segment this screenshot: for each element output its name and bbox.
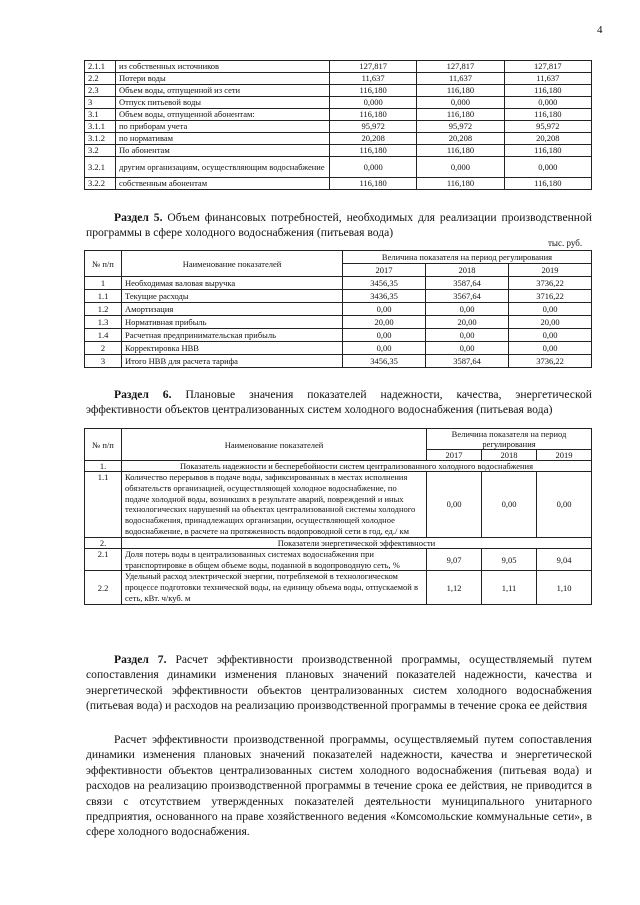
section6-label: Раздел 6. bbox=[114, 388, 172, 401]
section6-heading bbox=[86, 388, 592, 417]
section7-heading bbox=[86, 652, 592, 714]
financial-needs-table bbox=[84, 250, 592, 368]
table-row: 1 Необходимая валовая выручка 3456,35 3587,64 3736,22 bbox=[85, 277, 592, 290]
table-row: 2.3 Объем воды, отпущенной из сети 116,180 116,180 116,180 bbox=[85, 85, 592, 97]
water-balance-table bbox=[84, 60, 592, 190]
section5-heading bbox=[86, 211, 592, 240]
year-header: 2019 bbox=[509, 264, 592, 277]
table-row: 1.2 Амортизация 0,00 0,00 0,00 bbox=[85, 303, 592, 316]
table-row: 2 Корректировка НВВ 0,00 0,00 0,00 bbox=[85, 342, 592, 355]
table-row: 2.1 Доля потерь воды в централизованных системах водоснабжения при транспортировке в общем объеме воды, поданной в водопроводную сеть, % 9,07 9,05 9,04 bbox=[85, 548, 592, 571]
reliability-indicators-table bbox=[84, 428, 592, 605]
col-num-header: № п/п bbox=[85, 251, 122, 277]
table-row: 2.2 Потери воды 11,637 11,637 11,637 bbox=[85, 73, 592, 85]
section6-title: Плановые значения показателей надежности, качества, энергетической эффективности объектов централизованных систем холодного водоснабжения (питьевая вода) bbox=[86, 388, 592, 416]
section7-paragraph bbox=[86, 732, 592, 840]
table-row: 2.1.1 из собственных источников 127,817 127,817 127,817 bbox=[85, 61, 592, 73]
table-row: 3.2.1 другим организациям, осуществляющим водоснабжение 0,000 0,000 0,000 bbox=[85, 157, 592, 178]
table-row: 3.1 Объем воды, отпущенной абонентам: 116,180 116,180 116,180 bbox=[85, 109, 592, 121]
page-number: 4 bbox=[597, 24, 603, 36]
col-period-header: Величина показателя на период регулирования bbox=[427, 429, 592, 450]
year-header: 2018 bbox=[426, 264, 509, 277]
year-header: 2019 bbox=[537, 450, 592, 461]
section7-body: Расчет эффективности производственной программы, осуществляемый путем сопоставления динамики изменения плановых значений показателей надежности, качества и энергетической эффективности объектов централизованных систем холодного водоснабжения (питьевая вода) и расходов на реализацию производственной программы в течение срока ее действия, не приводится в связи с отсутствием утвержденных показателей деятельности муниципального унитарного предприятия, основанного на праве хозяйственного ведения «Комсомольские коммунальные сети», в сфере холодного водоснабжения. bbox=[86, 733, 592, 839]
table-row: 3.1.1 по приборам учета 95,972 95,972 95,972 bbox=[85, 121, 592, 133]
col-name-header: Наименование показателей bbox=[122, 251, 343, 277]
table-row: 1.4 Расчетная предпринимательская прибыль 0,00 0,00 0,00 bbox=[85, 329, 592, 342]
table-row: 3.1.2 по нормативам 20,208 20,208 20,208 bbox=[85, 133, 592, 145]
table-header-row bbox=[85, 251, 592, 264]
table-row: 1.3 Нормативная прибыль 20,00 20,00 20,00 bbox=[85, 316, 592, 329]
table-row: 1.1 Текущие расходы 3436,35 3567,64 3716,22 bbox=[85, 290, 592, 303]
section5-title: Объем финансовых потребностей, необходимых для реализации производственной программы в сфере холодного водоснабжения (питьевая вода) bbox=[86, 211, 592, 239]
table-row: 3 Отпуск питьевой воды 0,000 0,000 0,000 bbox=[85, 97, 592, 109]
table-row: 3 Итого НВВ для расчета тарифа 3456,35 3587,64 3736,22 bbox=[85, 355, 592, 368]
table-row: 3.2 По абонентам 116,180 116,180 116,180 bbox=[85, 145, 592, 157]
table-row: 3.2.2 собственным абонентам 116,180 116,180 116,180 bbox=[85, 178, 592, 190]
col-num-header: № п/п bbox=[85, 429, 122, 461]
year-header: 2017 bbox=[343, 264, 426, 277]
units-label: тыс. руб. bbox=[548, 238, 583, 248]
section7-title: Расчет эффективности производственной программы, осуществляемый путем сопоставления динамики изменения плановых значений показателей надежности, качества и энергетической эффективности объектов централизованных систем холодного водоснабжения (питьевая вода) и расходов на реализацию производственной программы в течение срока ее действия bbox=[86, 653, 592, 713]
section5-label: Раздел 5. bbox=[114, 211, 163, 224]
group-row: 1. Показатель надежности и бесперебойности систем централизованного холодного водоснабжения bbox=[85, 461, 592, 472]
group-row: 2. Показатели энергетической эффективности bbox=[85, 537, 592, 548]
section7-label: Раздел 7. bbox=[114, 653, 167, 666]
col-name-header: Наименование показателей bbox=[122, 429, 427, 461]
year-header: 2018 bbox=[482, 450, 537, 461]
year-header: 2017 bbox=[427, 450, 482, 461]
table-header-row bbox=[85, 429, 592, 450]
col-period-header: Величина показателя на период регулирования bbox=[343, 251, 592, 264]
table-row: 2.2 Удельный расход электрической энергии, потребляемой в технологическом процессе подготовки технической воды, на единицу объема воды, отпускаемой в сеть, кВт. ч/куб. м 1,12 1,11 1,10 bbox=[85, 571, 592, 604]
table-row: 1.1 Количество перерывов в подаче воды, зафиксированных в местах исполнения обязательств организацией, осуществляющей холодное водоснабжение, по подаче холодной воды, возникших в результате аварий, повреждений и иных технологических нарушений на объектах централизованной системы холодного водоснабжения, принадлежащих организации, осуществляющей холодное водоснабжение, в расчете на протяженность водопроводной сети в год, ед./ км 0,00 0,00 0,00 bbox=[85, 472, 592, 538]
